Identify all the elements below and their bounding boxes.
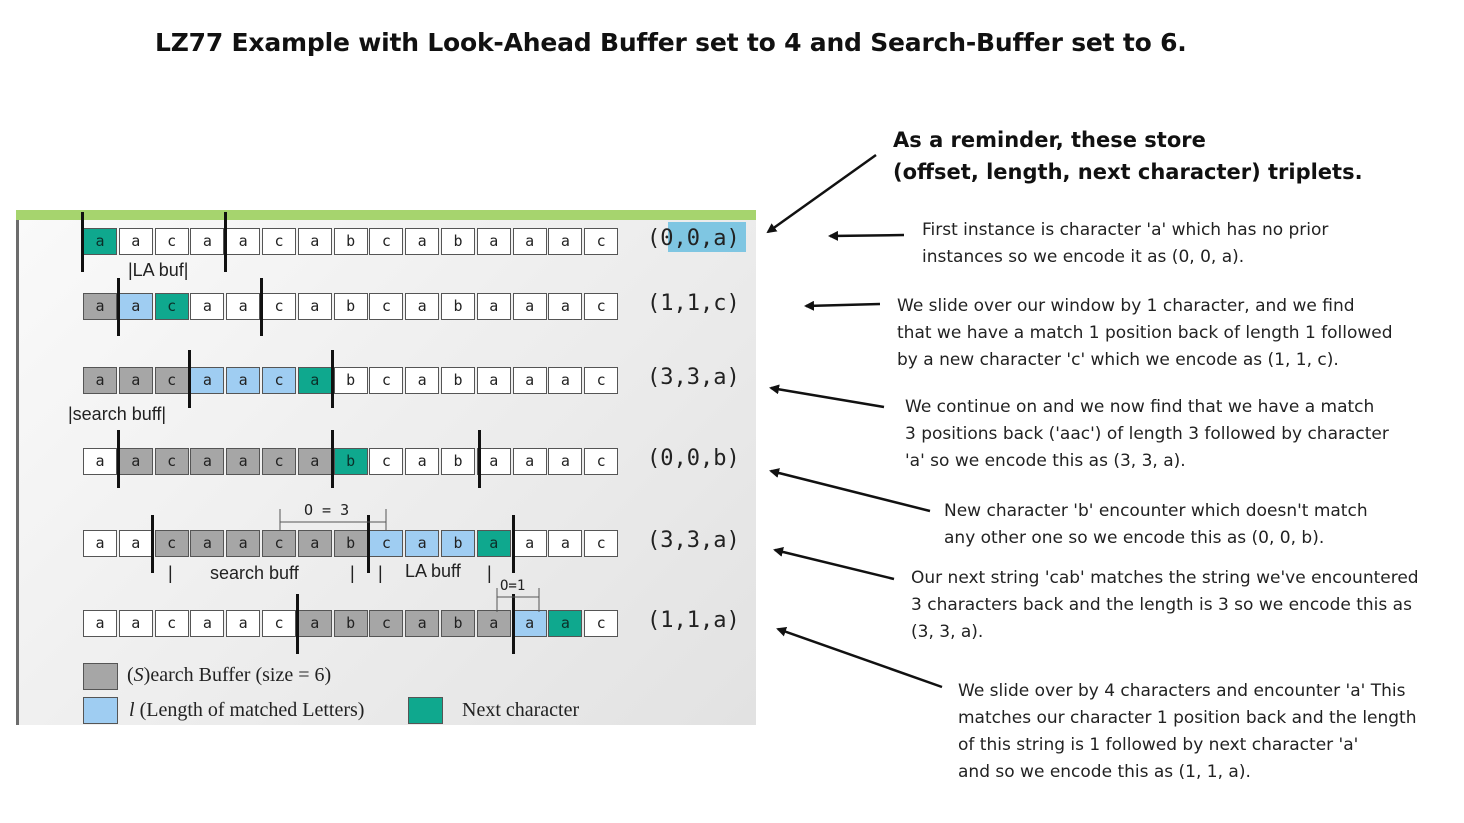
buffer-cell: a [226, 367, 260, 394]
buffer-cell: c [262, 228, 296, 255]
triplet-output: (3,3,a) [647, 528, 740, 553]
pipe-2: | [350, 563, 355, 583]
buffer-cell: a [405, 610, 439, 637]
buffer-cell: a [513, 530, 547, 557]
buffer-cell: a [226, 228, 260, 255]
note-line: by a new character 'c' which we encode as (1, 1, c). [897, 350, 1339, 370]
arrow-note-6 [778, 629, 942, 687]
buffer-cell: b [334, 228, 368, 255]
pipe-3: | [378, 563, 383, 583]
note-line: 'a' so we encode this as (3, 3, a). [905, 451, 1186, 471]
buffer-cell: a [119, 610, 153, 637]
pipe-4: | [487, 563, 492, 583]
buffer-cell: a [477, 610, 511, 637]
buffer-cell: c [262, 448, 296, 475]
note-line: (3, 3, a). [911, 622, 984, 642]
buffer-cell: c [369, 293, 403, 320]
buffer-cell: c [584, 228, 618, 255]
buffer-cell: a [298, 448, 332, 475]
buffer-cell: a [226, 610, 260, 637]
triplet-output: (1,1,a) [647, 608, 740, 633]
buffer-cell: c [155, 367, 189, 394]
buffer-cell: a [477, 293, 511, 320]
buffer-cell: a [298, 228, 332, 255]
buffer-cell: a [298, 610, 332, 637]
buffer-cell: a [226, 448, 260, 475]
legend-length-l: l [129, 699, 135, 721]
buffer-cell: b [441, 228, 475, 255]
buffer-cell: a [548, 610, 582, 637]
buffer-cell: c [262, 293, 296, 320]
offset-3-bracket [280, 509, 386, 530]
buffer-cell: c [584, 530, 618, 557]
buffer-cell: c [262, 530, 296, 557]
buffer-cell: c [155, 448, 189, 475]
buffer-cell: a [513, 228, 547, 255]
buffer-cell: a [190, 367, 224, 394]
buffer-cell: a [190, 448, 224, 475]
arrow-note-2 [806, 304, 880, 306]
buffer-cell: a [190, 228, 224, 255]
pipe-1: | [168, 563, 173, 583]
buffer-cell: a [83, 367, 117, 394]
buffer-cell: b [334, 610, 368, 637]
note-line: that we have a match 1 position back of length 1 followed [897, 323, 1393, 343]
note-line: instances so we encode it as (0, 0, a). [922, 247, 1245, 267]
buffer-cell: b [334, 367, 368, 394]
buffer-cell: a [513, 367, 547, 394]
note-line: We slide over by 4 characters and encounter 'a' This [958, 681, 1406, 701]
legend-length-rest: (Length of matched Letters) [134, 699, 365, 721]
buffer-cell: a [226, 293, 260, 320]
buffer-cell: a [119, 228, 153, 255]
buffer-cell: c [155, 228, 189, 255]
buffer-cell: a [190, 530, 224, 557]
legend-search-rest: )earch Buffer (size = 6) [143, 664, 332, 686]
note-line: New character 'b' encounter which doesn't match [944, 501, 1368, 521]
buffer-cell: a [405, 367, 439, 394]
legend-next-label: Next character [462, 699, 580, 721]
note-line: of this string is 1 followed by next character 'a' [958, 735, 1359, 755]
buffer-cell: a [548, 293, 582, 320]
buffer-cell: b [334, 293, 368, 320]
buffer-cell: a [405, 293, 439, 320]
buffer-cell: a [477, 530, 511, 557]
buffer-cell: c [584, 293, 618, 320]
buffer-cell: c [262, 367, 296, 394]
buffer-cell: b [441, 367, 475, 394]
note-line: matches our character 1 position back and the length [958, 708, 1417, 728]
search-buff-label-row3: |search buff| [68, 404, 167, 424]
triplet-output: (0,0,a) [647, 226, 740, 251]
legend-search-prefix: ( [127, 664, 134, 686]
buffer-cell: a [83, 293, 117, 320]
buffer-cell: a [119, 293, 153, 320]
buffer-cell: a [477, 367, 511, 394]
buffer-cell: a [477, 448, 511, 475]
buffer-cell: a [190, 293, 224, 320]
buffer-cell: a [405, 228, 439, 255]
buffer-cell: c [584, 448, 618, 475]
buffer-cell: a [119, 530, 153, 557]
buffer-cell: a [548, 228, 582, 255]
note-line: 3 characters back and the length is 3 so we encode this as [911, 595, 1412, 615]
buffer-cell: a [83, 610, 117, 637]
buffer-cell: b [441, 530, 475, 557]
buffer-cell: c [155, 610, 189, 637]
arrow-note-1 [830, 235, 904, 236]
buffer-cell: a [83, 530, 117, 557]
note-line: and so we encode this as (1, 1, a). [958, 762, 1251, 782]
buffer-cell: c [155, 530, 189, 557]
buffer-cell: a [226, 530, 260, 557]
buffer-cell: c [369, 530, 403, 557]
buffer-cell: c [155, 293, 189, 320]
buffer-cell: c [262, 610, 296, 637]
note-line: any other one so we encode this as (0, 0, b). [944, 528, 1325, 548]
triplet-output: (1,1,c) [647, 291, 740, 316]
buffer-cell: c [369, 448, 403, 475]
buffer-cell: a [405, 448, 439, 475]
page-title: LZ77 Example with Look-Ahead Buffer set to 4 and Search-Buffer set to 6. [155, 28, 1187, 57]
buffer-cell: a [548, 530, 582, 557]
search-buff-label: search buff [210, 563, 299, 583]
arrow-note-3 [771, 388, 884, 407]
buffer-cell: a [548, 367, 582, 394]
reminder-line-2: (offset, length, next character) triplets. [893, 160, 1363, 184]
buffer-cell: a [298, 367, 332, 394]
note-line: Our next string 'cab' matches the string we've encountered [911, 568, 1419, 588]
arrow-note-5 [775, 550, 894, 579]
buffer-cell: a [83, 228, 117, 255]
buffer-cell: a [477, 228, 511, 255]
offset-3-label: O = 3 [304, 501, 350, 519]
la-buf-label: |LA buf| [128, 260, 189, 280]
buffer-cell: a [119, 448, 153, 475]
legend-search-s: S [133, 664, 144, 686]
buffer-cell: a [513, 610, 547, 637]
buffer-cell: a [298, 293, 332, 320]
buffer-cell: c [369, 610, 403, 637]
buffer-cell: b [441, 448, 475, 475]
note-line: We continue on and we now find that we have a match [905, 397, 1375, 417]
note-line: We slide over our window by 1 character, and we find [897, 296, 1355, 316]
triplet-output: (0,0,b) [647, 446, 740, 471]
buffer-cell: a [119, 367, 153, 394]
buffer-cell: c [369, 367, 403, 394]
note-line: 3 positions back ('aac') of length 3 followed by character [905, 424, 1389, 444]
buffer-cell: a [83, 448, 117, 475]
buffer-cell: b [334, 530, 368, 557]
buffer-cell: a [548, 448, 582, 475]
note-line: First instance is character 'a' which has no prior [922, 220, 1329, 240]
buffer-cell: c [584, 367, 618, 394]
arrow-note-4 [771, 471, 930, 511]
offset-1-label: O=1 [500, 578, 526, 594]
offset-1-bracket [497, 588, 539, 612]
la-buff-label: LA buff [405, 561, 461, 581]
buffer-cell: a [190, 610, 224, 637]
buffer-cell: a [513, 448, 547, 475]
triplet-output: (3,3,a) [647, 365, 740, 390]
arrow-reminder [768, 155, 876, 232]
buffer-cell: a [513, 293, 547, 320]
reminder-line-1: As a reminder, these store [893, 128, 1206, 152]
buffer-cell: c [584, 610, 618, 637]
buffer-cell: b [334, 448, 368, 475]
buffer-cell: a [405, 530, 439, 557]
buffer-cell: b [441, 610, 475, 637]
buffer-cell: c [369, 228, 403, 255]
buffer-cell: b [441, 293, 475, 320]
buffer-cell: a [298, 530, 332, 557]
